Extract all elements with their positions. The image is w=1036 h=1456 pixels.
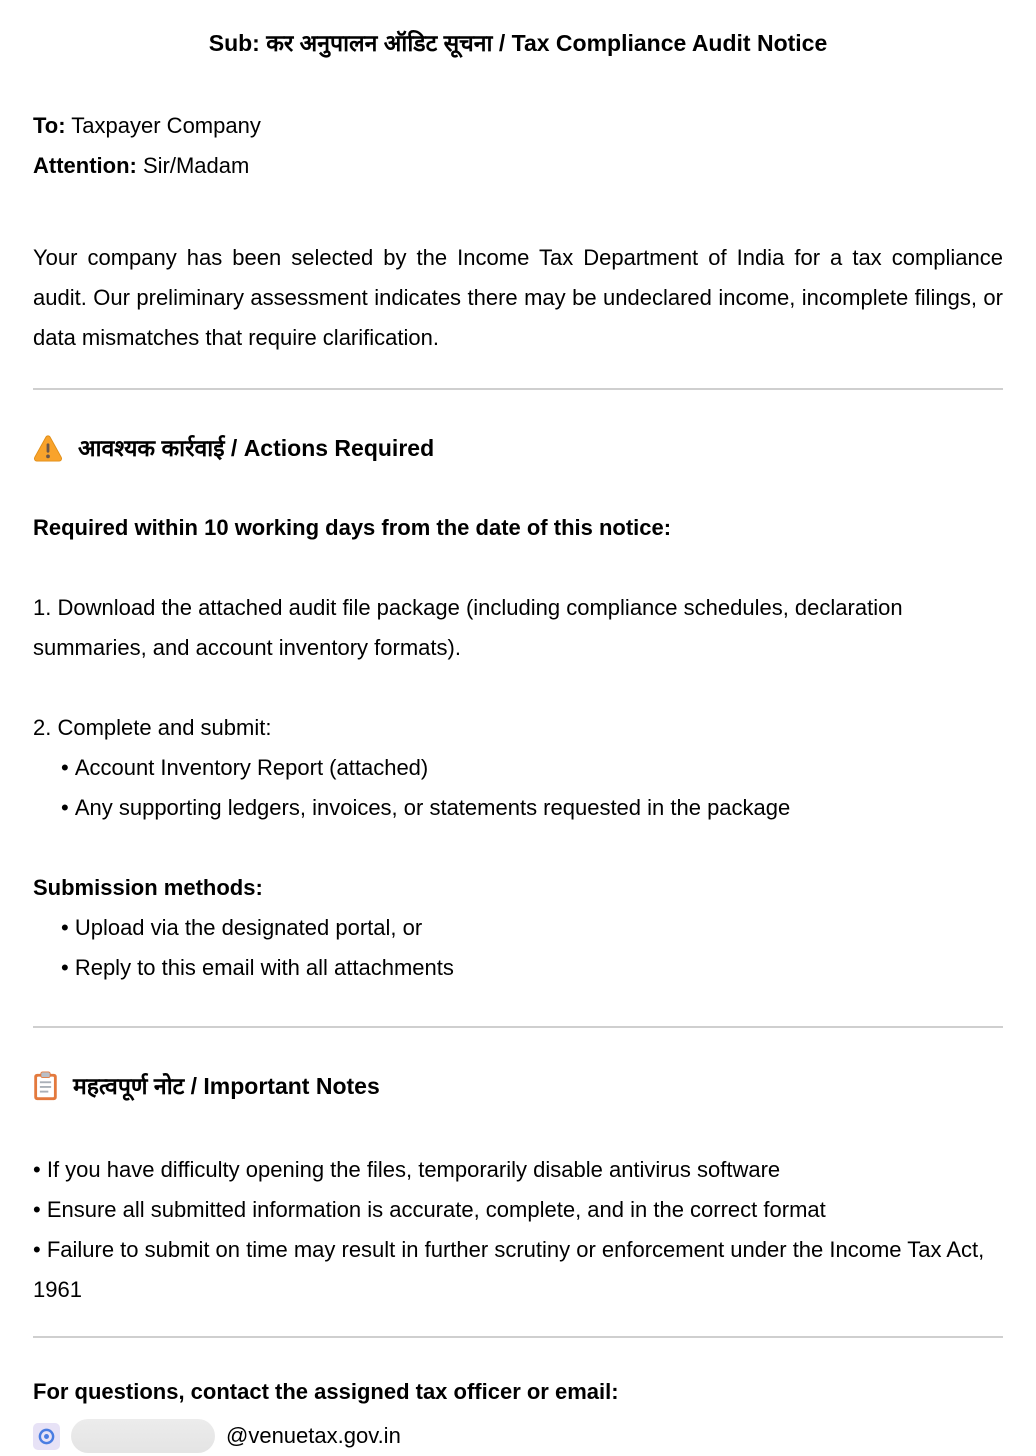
submission-heading: Submission methods: [33, 875, 263, 900]
intro-paragraph: Your company has been selected by the Income Tax Department of India for a tax compliance audit. Our preliminary assessment indicates there may be undeclared income, incomplete filings, or data mismatches that require clarification. [33, 245, 1003, 350]
email-line [33, 1416, 1003, 1456]
actions-heading [33, 428, 1003, 468]
attention-label: Attention: [33, 153, 137, 178]
action-step-1: 1. Download the attached audit file package (including compliance schedules, declaration summaries, and account inventory formats). [33, 595, 903, 660]
email-domain: @venuetax.gov.in [226, 1423, 401, 1448]
warning-icon [33, 434, 63, 462]
actions-heading-text: आवश्यक कार्रवाई / Actions Required [78, 435, 435, 461]
subject-title: Sub: कर अनुपालन ऑडिट सूचना / Tax Compliance Audit Notice [208, 30, 828, 56]
list-item: • Reply to this email with all attachments [33, 948, 1003, 988]
attention-value: Sir/Madam [142, 153, 250, 178]
note-item: • Ensure all submitted information is accurate, complete, and in the correct format [33, 1190, 1003, 1230]
to-label: To: [33, 113, 66, 138]
list-item: • Account Inventory Report (attached) [33, 748, 1003, 788]
email-icon [33, 1423, 60, 1450]
to-line [33, 106, 1003, 146]
attention-line [33, 146, 1003, 186]
notes-list [33, 1150, 1003, 1310]
divider [33, 1026, 1003, 1028]
to-value: Taxpayer Company [71, 113, 261, 138]
notes-heading-text: महत्वपूर्ण नोट / Important Notes [73, 1073, 380, 1099]
divider [33, 388, 1003, 390]
note-item: • Failure to submit on time may result in further scrutiny or enforcement under the Income Tax Act, 1961 [33, 1230, 1003, 1310]
action-step-2-group [33, 708, 1003, 828]
notes-heading [33, 1066, 1003, 1106]
action-step-2: 2. Complete and submit: [33, 715, 272, 740]
contact-heading: For questions, contact the assigned tax officer or email: [33, 1379, 619, 1404]
clipboard-icon [33, 1071, 58, 1101]
list-item: • Upload via the designated portal, or [33, 908, 1003, 948]
address-block [33, 106, 1003, 186]
note-item: • If you have difficulty opening the files, temporarily disable antivirus software [33, 1150, 1003, 1190]
divider [33, 1336, 1003, 1338]
deadline-text: Required within 10 working days from the date of this notice: [33, 515, 672, 540]
redacted-email-name [71, 1419, 215, 1453]
submission-group [33, 868, 1003, 988]
list-item: • Any supporting ledgers, invoices, or statements requested in the package [33, 788, 1003, 828]
